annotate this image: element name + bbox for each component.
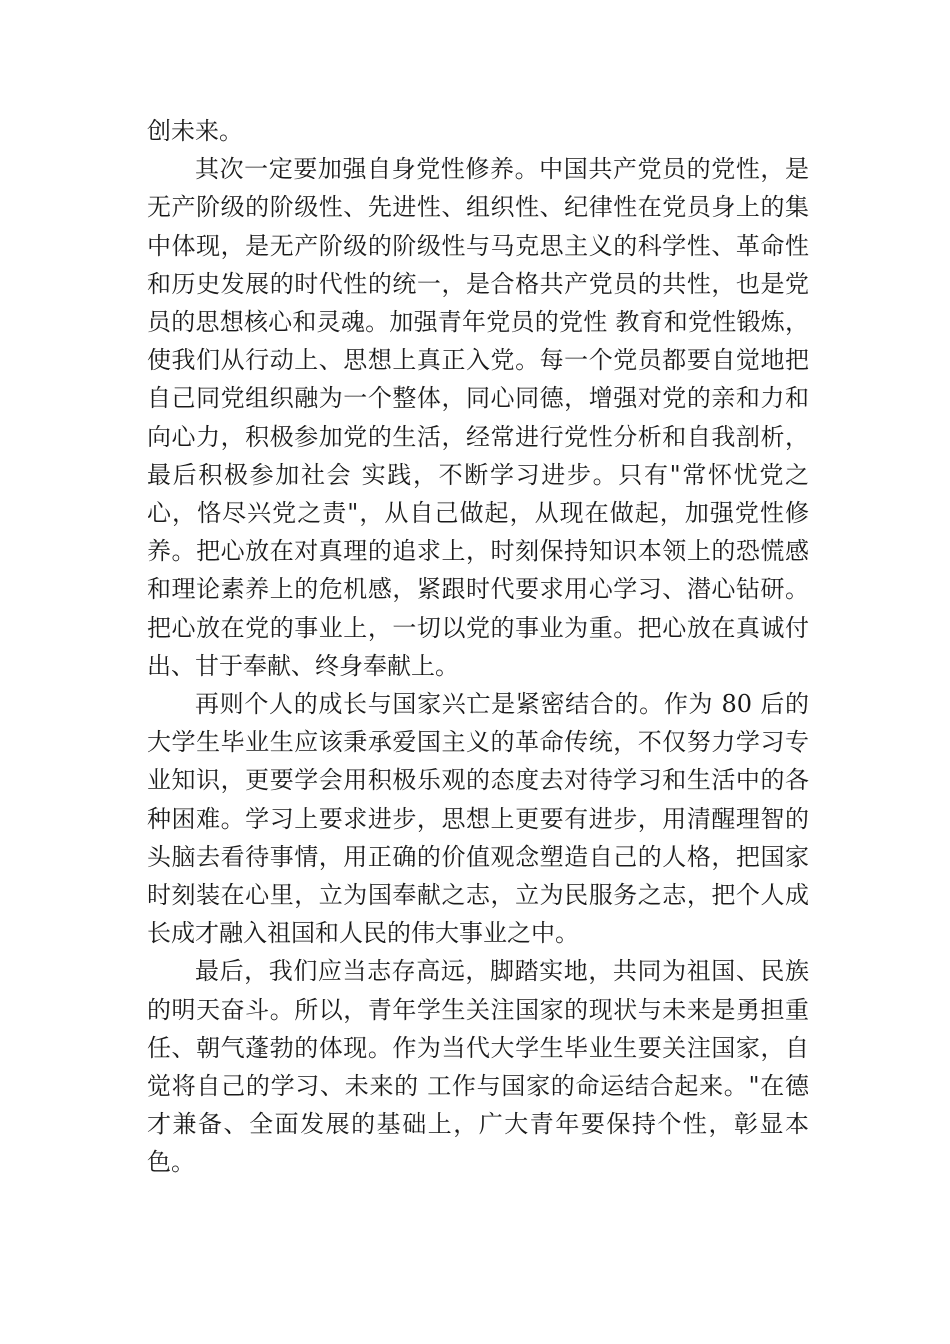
- paragraph-conclusion: 最后，我们应当志存高远，脚踏实地，共同为祖国、民族的明天奋斗。所以，青年学生关注国家的现状与未来是勇担重任、朝气蓬勃的体现。作为当代大学生毕业生要关注国家，自觉将自己的学习、未来的 工作与国家的命运结合起来。"在德才兼备、全面发展的基础上，广大青年要保持个性，彰显本色。: [147, 957, 809, 1177]
- paragraph-party-spirit: 其次一定要加强自身党性修养。中国共产党员的党性，是无产阶级的阶级性、先进性、组织性、纪律性在党员身上的集中体现，是无产阶级的阶级性与马克思主义的科学性、革命性和历史发展的时代性的统一，是合格共产党员的共性，也是党员的思想核心和灵魂。加强青年党员的党性 教育和党性锻炼，使我们从行动上、思想上真正入党。每一个党员都要自觉地把自己同党组织融为一个整体，同心同德，增强对党的亲和力和向心力，积极参加党的生活，经常进行党性分析和自我剖析，最后积极参加社会 实践，不断学习进步。只有"常怀忧党之心，恪尽兴党之责"，从自己做起，从现在做起，加强党性修养。把心放在对真理的追求上，时刻保持知识本领上的恐慌感和理论素养上的危机感，紧跟时代要求用心学习、潜心钻研。把心放在党的事业上，一切以党的事业为重。把心放在真诚付出、甘于奉献、终身奉献上。: [147, 155, 809, 680]
- document-body: [147, 112, 809, 1182]
- paragraph-continuation: 创未来。: [147, 117, 243, 145]
- paragraph-personal-growth: 再则个人的成长与国家兴亡是紧密结合的。作为 80 后的大学生毕业生应该秉承爱国主义的革命传统，不仅努力学习专业知识，更要学会用积极乐观的态度去对待学习和生活中的各种困难。学习上要求进步，思想上更要有进步，用清醒理智的头脑去看待事情，用正确的价值观念塑造自己的人格，把国家时刻装在心里，立为国奉献之志，立为民服务之志，把个人成长成才融入祖国和人民的伟大事业之中。: [147, 690, 809, 948]
